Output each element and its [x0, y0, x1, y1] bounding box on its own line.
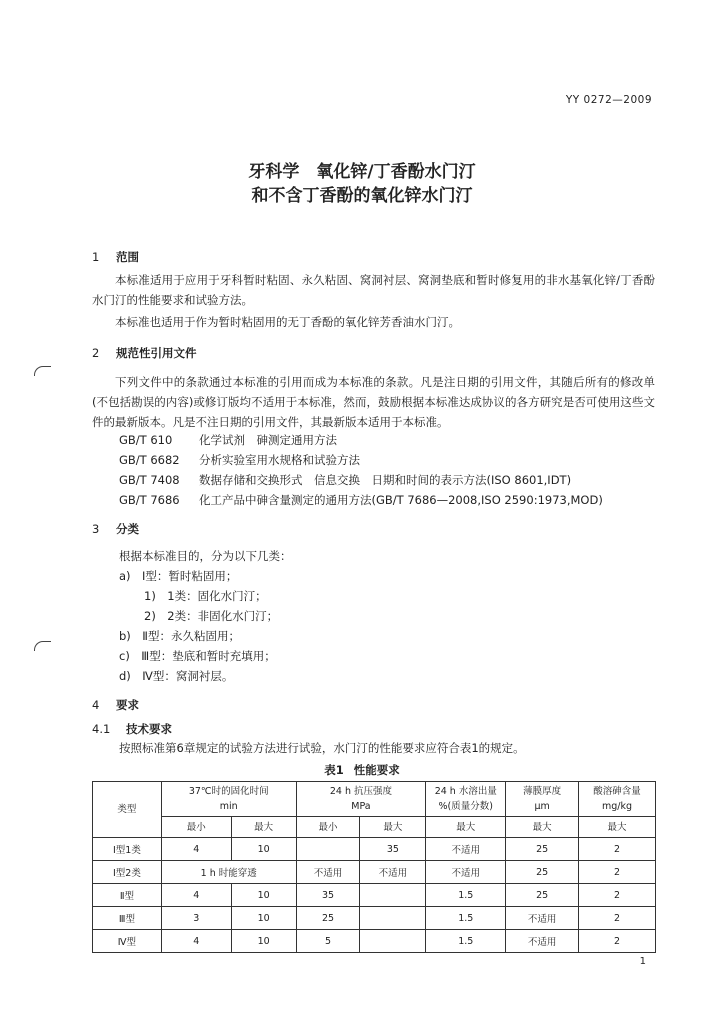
section-1-paragraph-2: 本标准也适用于作为暂时粘固用的无丁香酚的氧化锌芳香油水门汀。 [115, 315, 460, 329]
margin-mark [34, 366, 51, 376]
section-1-paragraph-1: 本标准适用于应用于牙科暂时粘固、永久粘固、窝洞衬层、窝洞垫底和暂时修复用的非水基氧化锌/丁香酚水门汀的性能要求和试验方法。 [92, 273, 655, 307]
section-number: 3 [92, 522, 100, 536]
section-title: 规范性引用文件 [116, 346, 197, 360]
section-3-heading [92, 521, 139, 537]
cell-strength-min [296, 838, 360, 861]
cell-setting-penetration: 1 h 时能穿透 [161, 861, 296, 884]
table-title: 性能要求 [353, 763, 400, 777]
cell-setting-max: 10 [231, 930, 296, 953]
section-1-heading [92, 249, 139, 265]
table-row [93, 907, 656, 930]
document-title [0, 160, 724, 208]
header-min: 最小 [161, 817, 231, 838]
section-title: 技术要求 [126, 722, 172, 736]
section-title: 要求 [116, 698, 139, 712]
header-strength-unit: MPa [351, 801, 371, 812]
cell-setting-max: 10 [231, 907, 296, 930]
table-row [93, 930, 656, 953]
cell-type: Ⅲ型 [93, 907, 162, 930]
header-solubility [426, 782, 506, 817]
cell-type: Ⅰ型2类 [93, 861, 162, 884]
cell-strength-min: 5 [296, 930, 360, 953]
cell-strength-max: 35 [360, 838, 426, 861]
section-4-1-heading [92, 721, 172, 737]
reference-code: GB/T 7686 [119, 493, 180, 507]
reference-code: GB/T 7408 [119, 473, 180, 487]
section-number: 4 [92, 698, 100, 712]
reference-code: GB/T 6682 [119, 453, 180, 467]
section-4-heading [92, 697, 139, 713]
table-row [93, 861, 656, 884]
cell-film-max: 不适用 [506, 907, 579, 930]
section-number: 1 [92, 250, 100, 264]
reference-title: 化工产品中砷含量测定的通用方法(GB/T 7686—2008,ISO 2590:1973,MOD) [199, 493, 603, 507]
header-solubility-unit: %(质量分数) [438, 801, 493, 812]
cell-arsenic-max: 2 [579, 930, 656, 953]
cell-strength-max: 不适用 [360, 861, 426, 884]
reference-title: 化学试剂 砷测定通用方法 [199, 433, 337, 447]
reference-item [119, 472, 571, 488]
cell-arsenic-max: 2 [579, 838, 656, 861]
cell-solubility-max: 1.5 [426, 907, 506, 930]
reference-title: 数据存储和交换形式 信息交换 日期和时间的表示方法(ISO 8601,IDT) [199, 473, 572, 487]
cell-setting-max: 10 [231, 838, 296, 861]
header-arsenic-unit: mg/kg [602, 801, 633, 812]
table-label: 表1 [324, 763, 344, 777]
section-title: 范围 [116, 250, 139, 264]
cell-film-max: 25 [506, 838, 579, 861]
header-type: 类型 [93, 782, 162, 838]
title-line-1: 牙科学 氧化锌/丁香酚水门汀 [248, 162, 476, 182]
section-4-paragraph-1: 按照标准第6章规定的试验方法进行试验，水门汀的性能要求应符合表1的规定。 [119, 741, 525, 755]
document-code: YY 0272—2009 [565, 94, 652, 106]
header-min: 最小 [296, 817, 360, 838]
cell-strength-min: 不适用 [296, 861, 360, 884]
table-row [93, 838, 656, 861]
header-arsenic-label: 酸溶砷含量 [593, 786, 641, 797]
header-max: 最大 [579, 817, 656, 838]
cell-setting-min: 4 [161, 930, 231, 953]
header-solubility-label: 24 h 水溶出量 [434, 786, 497, 797]
header-setting-unit: min [219, 801, 238, 812]
cell-setting-min: 4 [161, 838, 231, 861]
header-setting-label: 37℃时的固化时间 [188, 786, 269, 797]
cell-solubility-max: 1.5 [426, 930, 506, 953]
table-subheader-row [93, 817, 656, 838]
header-setting-time [161, 782, 296, 817]
classification-item-d: d) Ⅳ型：窝洞衬层。 [119, 669, 234, 683]
cell-strength-max [360, 930, 426, 953]
cell-solubility-max: 不适用 [426, 861, 506, 884]
cell-arsenic-max: 2 [579, 907, 656, 930]
header-max: 最大 [360, 817, 426, 838]
cell-arsenic-max: 2 [579, 861, 656, 884]
cell-type: Ⅱ型 [93, 884, 162, 907]
section-2-paragraph-1: 下列文件中的条款通过本标准的引用而成为本标准的条款。凡是注日期的引用文件，其随后所有的修改单(不包括勘误的内容)或修订版均不适用于本标准，然而，鼓励根据本标准达成协议的各方研究是否可使用这些文件的最新版本。凡是不注日期的引用文件，其最新版本适用于本标准。 [92, 375, 655, 429]
classification-intro: 根据本标准目的，分为以下几类： [119, 549, 292, 563]
header-film-label: 薄膜厚度 [523, 786, 562, 797]
header-compressive-strength [296, 782, 426, 817]
cell-strength-max [360, 884, 426, 907]
header-max: 最大 [231, 817, 296, 838]
classification-item-c: c) Ⅲ型：垫底和暂时充填用； [119, 649, 276, 663]
reference-item [119, 492, 603, 508]
cell-setting-max: 10 [231, 884, 296, 907]
header-film-unit: μm [534, 801, 550, 812]
margin-mark [34, 641, 51, 651]
header-max: 最大 [506, 817, 579, 838]
reference-item [119, 432, 337, 448]
cell-setting-min: 3 [161, 907, 231, 930]
cell-film-max: 25 [506, 861, 579, 884]
cell-type: Ⅳ型 [93, 930, 162, 953]
table-header-row [93, 782, 656, 817]
performance-requirements-table [92, 781, 656, 953]
section-title: 分类 [116, 522, 139, 536]
cell-film-max: 不适用 [506, 930, 579, 953]
cell-type: Ⅰ型1类 [93, 838, 162, 861]
classification-item-a: a) Ⅰ型：暂时粘固用； [119, 569, 238, 583]
header-arsenic [579, 782, 656, 817]
cell-strength-max [360, 907, 426, 930]
reference-title: 分析实验室用水规格和试验方法 [199, 453, 360, 467]
cell-setting-min: 4 [161, 884, 231, 907]
classification-subitem-2: 2) 2类：非固化水门汀； [144, 609, 279, 623]
header-strength-label: 24 h 抗压强度 [329, 786, 393, 797]
reference-code: GB/T 610 [119, 433, 173, 447]
table-caption [0, 762, 724, 778]
section-number: 4.1 [92, 722, 111, 736]
cell-strength-min: 25 [296, 907, 360, 930]
cell-solubility-max: 不适用 [426, 838, 506, 861]
header-max: 最大 [426, 817, 506, 838]
section-number: 2 [92, 346, 100, 360]
cell-arsenic-max: 2 [579, 884, 656, 907]
title-line-2: 和不含丁香酚的氧化锌水门汀 [251, 186, 473, 206]
cell-film-max: 25 [506, 884, 579, 907]
cell-solubility-max: 1.5 [426, 884, 506, 907]
cell-strength-min: 35 [296, 884, 360, 907]
reference-item [119, 452, 360, 468]
section-2-heading [92, 345, 197, 361]
table-row [93, 884, 656, 907]
header-film-thickness [506, 782, 579, 817]
classification-item-b: b) Ⅱ型：永久粘固用； [119, 629, 240, 643]
classification-subitem-1: 1) 1类：固化水门汀； [144, 589, 267, 603]
page-number: 1 [639, 956, 646, 967]
